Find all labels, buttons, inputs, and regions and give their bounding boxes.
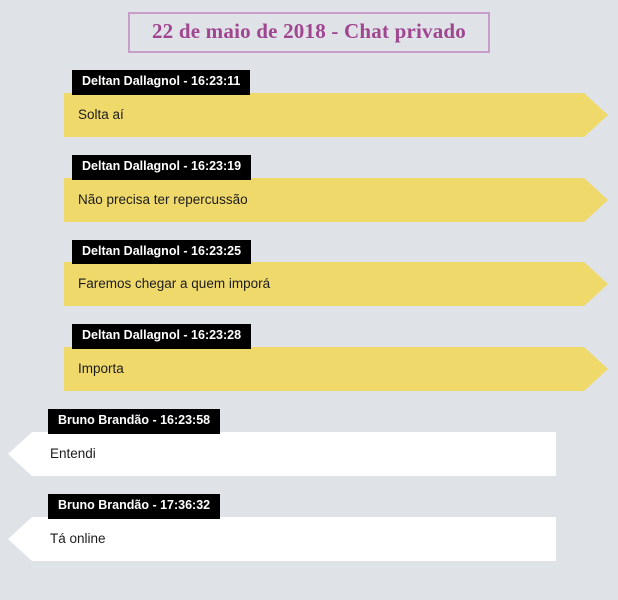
message-author-timestamp: Bruno Brandão - 16:23:58: [48, 409, 220, 434]
message-item: [0, 155, 618, 222]
message-author-timestamp: Deltan Dallagnol - 16:23:11: [72, 70, 250, 95]
message-text: Importa: [78, 361, 124, 377]
message-bubble: [64, 178, 584, 222]
message-author-timestamp: Deltan Dallagnol - 16:23:28: [72, 324, 251, 349]
page-header: [0, 12, 618, 53]
message-text: Não precisa ter repercussão: [78, 191, 248, 207]
message-author-timestamp: Bruno Brandão - 17:36:32: [48, 494, 220, 519]
message-item: [0, 494, 618, 561]
message-author-timestamp: Deltan Dallagnol - 16:23:25: [72, 240, 251, 265]
page-title-box: [128, 12, 490, 53]
message-item: [0, 409, 618, 476]
message-author-timestamp: Deltan Dallagnol - 16:23:19: [72, 155, 251, 180]
message-text: Tá online: [50, 530, 106, 546]
message-bubble: [64, 93, 584, 137]
message-text: Solta aí: [78, 106, 124, 122]
message-bubble: [32, 432, 556, 476]
message-bubble: [32, 517, 556, 561]
message-list: [0, 70, 618, 569]
message-item: [0, 70, 618, 137]
message-item: [0, 240, 618, 307]
message-text: Faremos chegar a quem imporá: [78, 276, 271, 292]
message-text: Entendi: [50, 445, 96, 461]
message-item: [0, 324, 618, 391]
message-bubble: [64, 347, 584, 391]
page-title: 22 de maio de 2018 - Chat privado: [151, 19, 467, 43]
message-bubble: [64, 262, 584, 306]
